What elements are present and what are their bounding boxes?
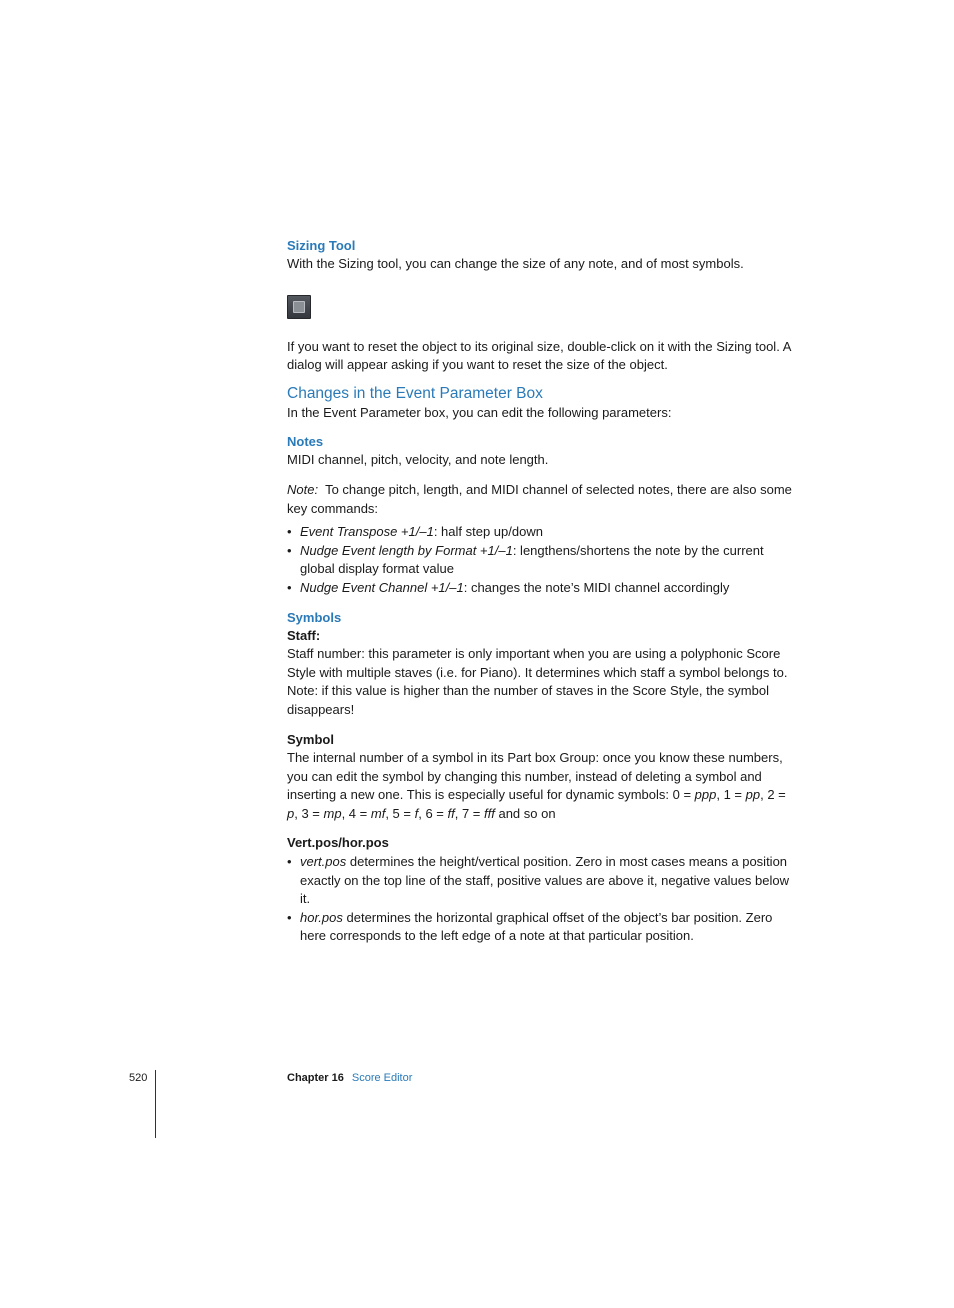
note-label: Note: <box>287 481 319 497</box>
page-content <box>287 237 799 946</box>
key-command-list <box>287 523 799 597</box>
symbol-label: Symbol <box>287 731 334 747</box>
notes-heading: Notes <box>287 434 324 450</box>
chapter-footer <box>287 1070 412 1086</box>
sizing-tool-heading: Sizing Tool <box>287 238 356 253</box>
note-paragraph <box>287 481 799 518</box>
chapter-title: Score Editor <box>351 1072 413 1084</box>
list-item: • Nudge Event length by Format +1/–1: lengthens/shortens the note by the current global display format value <box>287 542 799 579</box>
symbols-heading: Symbols <box>287 609 342 625</box>
sizing-tool-reset-text: If you want to reset the object to its original size, double-click on it with the Sizing tool. A dialog will appear asking if you want to reset the size of the object. <box>287 338 791 373</box>
event-parameter-heading: Changes in the Event Parameter Box <box>287 384 543 402</box>
list-item: • Nudge Event Channel +1/–1: changes the note’s MIDI channel accordingly <box>287 579 799 598</box>
sizing-tool-intro: With the Sizing tool, you can change the size of any note, and of most symbols. <box>287 256 744 271</box>
event-parameter-intro: In the Event Parameter box, you can edit the following parameters: <box>287 404 672 420</box>
footer-rule <box>155 1070 156 1138</box>
vert-hor-label: Vert.pos/hor.pos <box>287 835 389 851</box>
page-number: 520 <box>129 1072 148 1084</box>
chapter-label: Chapter 16 <box>287 1072 344 1084</box>
list-item: • Event Transpose +1/–1: half step up/down <box>287 523 799 542</box>
staff-text: Staff number: this parameter is only important when you are using a polyphonic Score Style with multiple staves (i.e. for Piano). It determines which staff a symbol belongs to. Note: if this value is higher than the number of staves in the Score Style, the symbol disappears! <box>287 646 788 717</box>
list-item: • hor.pos determines the horizontal graphical offset of the object’s bar position. Zero here corresponds to the left edge of a note at that particular position. <box>287 909 799 946</box>
staff-label: Staff: <box>287 627 321 643</box>
notes-text: MIDI channel, pitch, velocity, and note length. <box>287 452 549 468</box>
note-text: To change pitch, length, and MIDI channel of selected notes, there are also some key commands: <box>287 481 792 516</box>
position-list <box>287 853 799 946</box>
list-item: • vert.pos determines the height/vertical position. Zero in most cases means a position exactly on the top line of the staff, positive values are above it, negative values below it. <box>287 853 799 909</box>
sizing-tool-icon <box>287 295 311 319</box>
symbol-text: The internal number of a symbol in its Part box Group: once you know these numbers, you can edit the symbol by changing this number, instead of deleting a symbol and inserting a new one. This is especially useful for dynamic symbols: 0 = ppp, 1 = pp, 2 = p, 3 = mp, 4 = mf, 5 = f, 6 = ff, 7 = fff and so on <box>287 750 786 821</box>
